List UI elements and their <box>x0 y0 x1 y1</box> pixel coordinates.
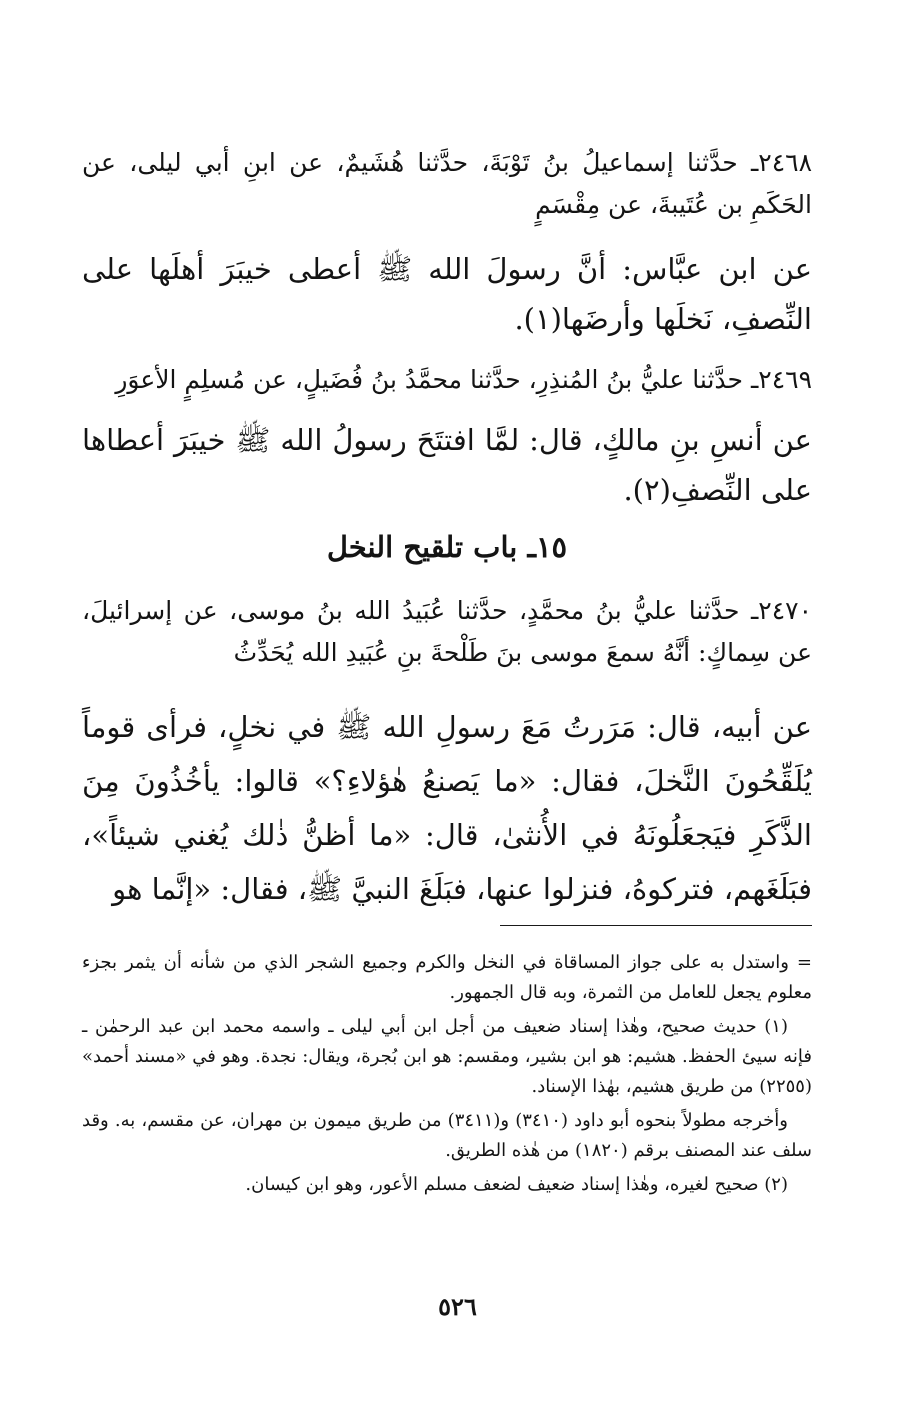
hadith-matn: عن أبيه، قال: مَرَرتُ مَعَ رسولِ الله ﷺ في نخلٍ، فرأى قوماً يُلَقِّحُونَ النَّخلَ، فقال: «ما يَصنعُ هٰؤلاءِ؟» قالوا: يأخُذُونَ مِنَ الذَّكَرِ فيَجعَلُونَهُ في الأُنثىٰ، قال: «ما أظنُّ ذٰلك يُغني شيئاً»، فبَلَغَهم، فتركوهُ، فنزلوا عنها، فبَلَغَ النبيَّ ﷺ، فقال: «إنَّما هو <box>82 710 812 906</box>
hadith-matn: عن أنسِ بنِ مالكٍ، قال: لمَّا افتتَحَ رسولُ الله ﷺ خيبَرَ أعطاها على النِّصفِ(٢). <box>82 423 812 507</box>
hadith-matn: عن ابن عبَّاس: أنَّ رسولَ الله ﷺ أعطى خيبَرَ أهلَها على النِّصفِ، نَخلَها وأرضَها(١). <box>82 252 812 336</box>
hadith-2470-text <box>82 700 812 916</box>
footnotes <box>82 948 812 1204</box>
hadith-chain: ٢٤٧٠ـ حدَّثنا عليُّ بنُ محمَّدٍ، حدَّثنا عُبَيدُ الله بنُ موسى، عن إسرائيلَ، عن سِماكٍ: أنَّهُ سمعَ موسى بنَ طَلْحةَ بنِ عُبَيدِ الله يُحَدِّثُ <box>82 596 812 667</box>
page-number: ٥٢٦ <box>438 1292 477 1321</box>
hadith-chain: ٢٤٦٩ـ حدَّثنا عليُّ بنُ المُنذِرِ، حدَّثنا محمَّدُ بنُ فُضَيلٍ، عن مُسلِمٍ الأعوَرِ <box>115 365 812 394</box>
hadith-2469-text <box>82 415 812 515</box>
hadith-2468 <box>82 142 812 226</box>
hadith-2469 <box>82 359 812 401</box>
chapter-heading: ١٥ـ باب تلقيح النخل <box>326 530 568 564</box>
footnote-continued: = واستدل به على جواز المساقاة في النخل والكرم وجميع الشجر الذي من شأنه أن يثمر بجزء معلوم يجعل للعامل من الثمرة، وبه قال الجمهور. <box>82 952 812 1003</box>
footnote-separator <box>500 925 812 926</box>
hadith-chain: ٢٤٦٨ـ حدَّثنا إسماعيلُ بنُ تَوْبَةَ، حدَّثنا هُشَيمٌ، عن ابنِ أبي ليلى، عن الحَكَمِ بن عُتَيبةَ، عن مِقْسَمٍ <box>82 148 812 219</box>
footnote-2: (٢) صحيح لغيره، وهٰذا إسناد ضعيف لضعف مسلم الأعور، وهو ابن كيسان. <box>245 1174 788 1195</box>
footnote-1: (١) حديث صحيح، وهٰذا إسناد ضعيف من أجل ابن أبي ليلى ـ واسمه محمد ابن عبد الرحمٰن ـ فإنه سيئ الحفظ. هشيم: هو ابن بشير، ومقسم: هو ابن بُجرة، ويقال: نجدة. وهو في «مسند أحمد» (٢٢٥٥) من طريق هشيم، بهٰذا الإسناد. <box>82 1016 812 1097</box>
footnote-1-continued: وأخرجه مطولاً بنحوه أبو داود (٣٤١٠) و(٣٤١١) من طريق ميمون بن مهران، عن مقسم، به. وقد سلف عند المصنف برقم (١٨٢٠) من هٰذه الطريق. <box>82 1110 812 1161</box>
hadith-2470 <box>82 590 812 674</box>
hadith-2468-text <box>82 244 812 344</box>
